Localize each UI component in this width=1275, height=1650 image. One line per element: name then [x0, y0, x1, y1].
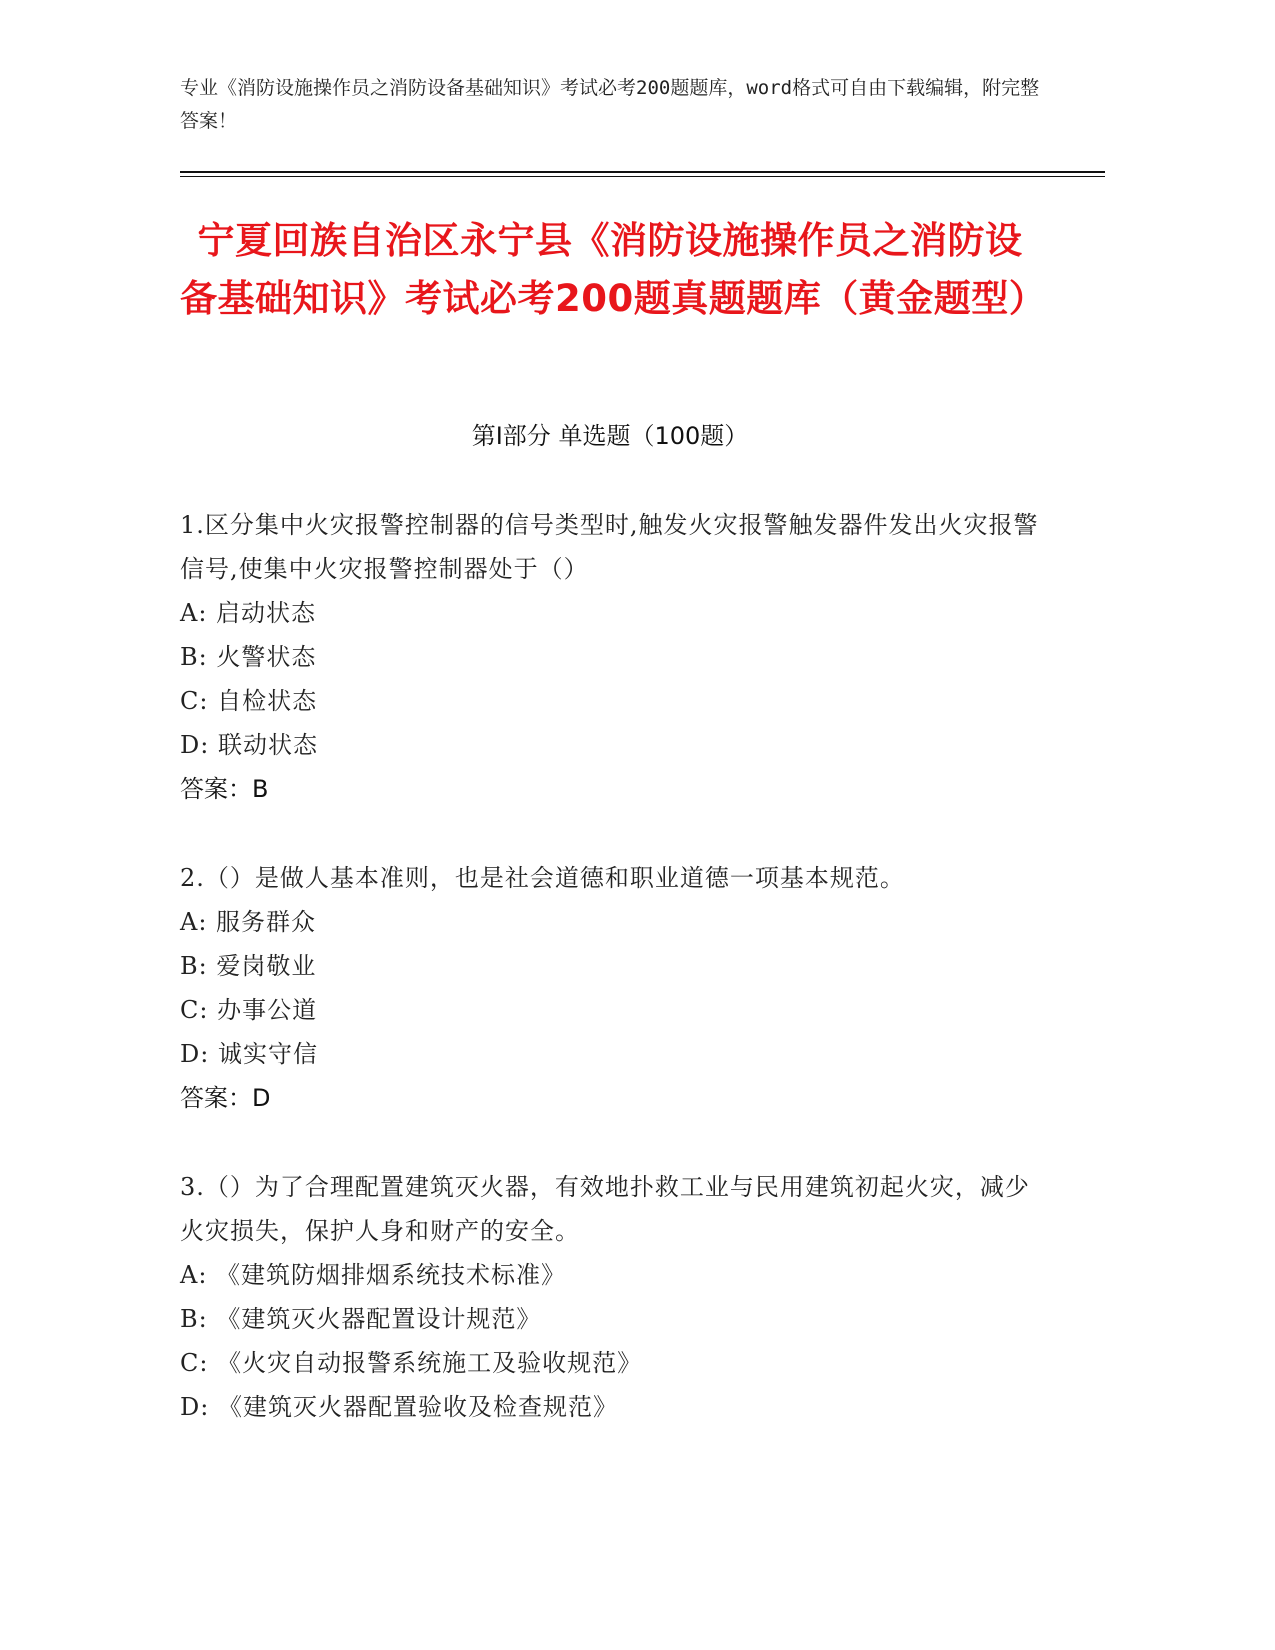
question-text: 3.（）为了合理配置建筑灭火器，有效地扑救工业与民用建筑初起火灾，减少火灾损失，保护人身和财产的安全。: [180, 1173, 1030, 1245]
answer: 答案：B: [180, 775, 269, 803]
question-1: [180, 503, 1040, 811]
question-list: [180, 503, 1040, 1474]
document-title: 宁夏回族自治区永宁县《消防设施操作员之消防设备基础知识》考试必考200题真题题库（黄金题型）: [180, 219, 1047, 320]
option-b: B: 爱岗敬业: [180, 952, 317, 980]
option-d: D: 联动状态: [180, 731, 318, 759]
question-text: 2.（）是做人基本准则，也是社会道德和职业道德一项基本规范。: [180, 864, 905, 892]
option-a: A: 《建筑防烟排烟系统技术标准》: [180, 1261, 567, 1289]
option-b: B: 《建筑灭火器配置设计规范》: [180, 1305, 542, 1333]
question-text: 1.区分集中火灾报警控制器的信号类型时,触发火灾报警触发器件发出火灾报警信号,使集中火灾报警控制器处于（）: [180, 511, 1039, 583]
header-divider-thin: [180, 176, 1105, 177]
option-d: D: 《建筑灭火器配置验收及检查规范》: [180, 1393, 618, 1421]
header-note: 专业《消防设施操作员之消防设备基础知识》考试必考200题题库，word格式可自由下载编辑，附完整答案！: [180, 77, 1040, 132]
option-d: D: 诚实守信: [180, 1040, 318, 1068]
section-title: 第I部分 单选题（100题）: [471, 422, 749, 450]
question-2: [180, 856, 1040, 1120]
option-c: C: 自检状态: [180, 687, 318, 715]
header-divider-thick: [180, 171, 1105, 173]
question-3: [180, 1165, 1040, 1429]
answer: 答案：D: [180, 1084, 271, 1112]
option-c: C: 办事公道: [180, 996, 318, 1024]
option-a: A: 启动状态: [180, 599, 317, 627]
option-c: C: 《火灾自动报警系统施工及验收规范》: [180, 1349, 643, 1377]
option-a: A: 服务群众: [180, 908, 317, 936]
option-b: B: 火警状态: [180, 643, 317, 671]
